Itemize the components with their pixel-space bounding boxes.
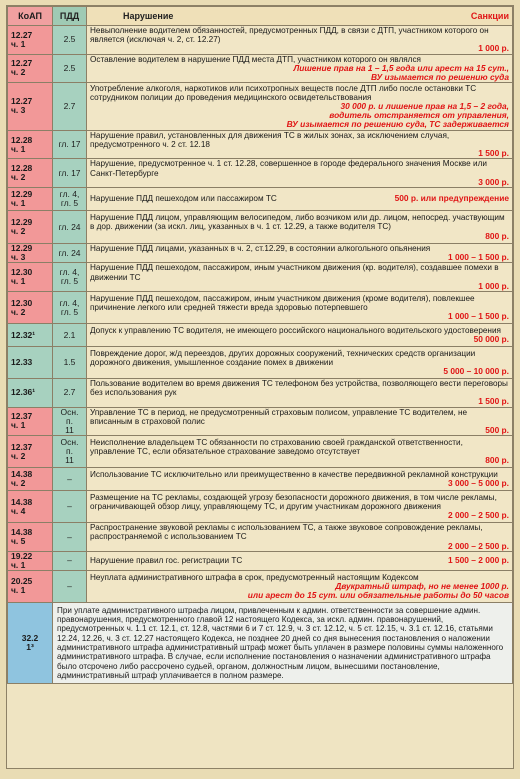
violation-cell: [87, 159, 513, 188]
header-sanction: Санкции: [470, 11, 509, 21]
koap-article: 12.29 ч. 2: [8, 211, 53, 244]
sanction-text: Лишение прав на 1 – 1,5 года или арест на 15 сут., ВУ изымается по решению суда: [293, 62, 509, 82]
koap-article: 12.30 ч. 1: [8, 263, 53, 292]
table-row: [8, 292, 513, 324]
violation-cell: [87, 379, 513, 408]
koap-article: 12.27 ч. 2: [8, 54, 53, 82]
pdd-reference: гл. 4, гл. 5: [53, 263, 87, 292]
penalty-table-page: [6, 5, 514, 769]
koap-article: 12.30 ч. 2: [8, 292, 53, 324]
sanction-text: 1 000 – 1 500 р.: [448, 252, 509, 263]
pdd-reference: –: [53, 570, 87, 602]
violation-text: Управление ТС в период, не предусмотренный страховым полисом, управление ТС водителем, не вписанным в страховой полис: [90, 407, 468, 426]
violation-cell: [87, 523, 513, 552]
pdd-reference: гл. 24: [53, 244, 87, 263]
koap-article: 19.22 ч. 1: [8, 551, 53, 570]
sanction-text: 500 р. или предупреждение: [394, 193, 509, 204]
violation-cell: [87, 468, 513, 491]
violation-text: Нарушение, предусмотренное ч. 1 ст. 12.28, совершенное в городе федерального значения Москве или Санкт-Петербурге: [90, 159, 487, 178]
table-row: [8, 551, 513, 570]
violation-text: Нарушение ПДД пешеходом, пассажиром, иным участником движения (кроме водителя), повлекшее причинение легкого или средней тяжести вреда здоровью потерпевшего: [90, 293, 475, 312]
violation-text: Нарушение правил, установленных для движения ТС в жилых зонах, за исключением случая, предусмотренного ч. 2 ст. 12.18: [90, 130, 450, 150]
pdd-reference: Осн. п. 11: [53, 436, 87, 468]
pdd-reference: 2.1: [53, 324, 87, 347]
table-row: [8, 188, 513, 211]
pdd-reference: 2.7: [53, 82, 87, 130]
violation-cell: [87, 324, 513, 347]
sanction-text: 5 000 – 10 000 р.: [443, 366, 509, 377]
violation-cell: [87, 244, 513, 263]
table-row: [8, 436, 513, 468]
koap-article: 20.25 ч. 1: [8, 570, 53, 602]
violation-text: Повреждение дорог, ж/д переездов, других дорожных сооружений, технических средств организации дорожного движения, умышленное создание помех в движении: [90, 348, 476, 367]
table-row: [8, 379, 513, 408]
violation-cell: [87, 54, 513, 82]
pdd-reference: гл. 4, гл. 5: [53, 292, 87, 324]
violation-text: Неисполнение владельцем ТС обязанности по страхованию своей гражданской ответственности, управление ТС, если обязательное страхование заведомо отсутствует: [90, 437, 463, 457]
koap-article: 12.27 ч. 3: [8, 82, 53, 130]
violation-cell: [87, 347, 513, 379]
table-body: [8, 26, 513, 684]
violation-text: Нарушение ПДД пешеходом, пассажиром, иным участником движения (кр. водителя), создавшее помехи в движении ТС: [90, 263, 499, 282]
pdd-reference: Осн. п. 11: [53, 407, 87, 436]
violation-text: Неуплата административного штрафа в срок, предусмотренный настоящим Кодексом: [90, 572, 419, 582]
footer-koap-article: 32.2 1³: [8, 602, 53, 683]
pdd-reference: гл. 17: [53, 159, 87, 188]
header-pdd: ПДД: [53, 7, 87, 26]
violation-text: Допуск к управлению ТС водителя, не имеющего российского национального водительского удостоверения: [90, 325, 501, 335]
koap-article: 12.32¹: [8, 324, 53, 347]
violation-cell: [87, 130, 513, 159]
violation-text: Невыполнение водителем обязанностей, предусмотренных ПДД, в связи с ДТП, участником которого он является (исключая ч. 2, ст. 12.27): [90, 26, 489, 45]
koap-article: 12.27 ч. 1: [8, 26, 53, 55]
violation-cell: [87, 570, 513, 602]
sanction-text: 1 000 р.: [478, 280, 509, 291]
pdd-reference: –: [53, 523, 87, 552]
table-row: [8, 82, 513, 130]
violation-cell: [87, 292, 513, 324]
violation-text: Употребление алкоголя, наркотиков или психотропных веществ после ДТП либо после остановки ТС сотрудником полиции до проведения медицинского освидетельствования: [90, 83, 477, 102]
violation-text: Распространение звуковой рекламы с использованием ТС, а также звуковое сопровождение рекламы, распространяемой с использованием ТС: [90, 523, 483, 542]
violation-cell: [87, 436, 513, 468]
sanction-text: 1 000 р.: [478, 43, 509, 54]
footer-note-row: [8, 602, 513, 683]
table-row: [8, 26, 513, 55]
table-row: [8, 130, 513, 159]
table-row: [8, 211, 513, 244]
violation-cell: [87, 211, 513, 244]
koap-article: 12.28 ч. 2: [8, 159, 53, 188]
table-row: [8, 523, 513, 552]
violation-text: Пользование водителем во время движения ТС телефоном без устройства, позволяющего вести переговоры без использования рук: [90, 379, 508, 398]
koap-article: 14.38 ч. 5: [8, 523, 53, 552]
table-header-row: [8, 7, 513, 26]
pdd-reference: 1.5: [53, 347, 87, 379]
sanction-text: 2 000 – 2 500 р.: [448, 540, 509, 551]
violation-text: Оставление водителем в нарушение ПДД места ДТП, участником которого он являлся: [90, 54, 421, 64]
table-row: [8, 407, 513, 436]
violation-text: Нарушение ПДД лицами, указанных в ч. 2, ст.12.29, в состоянии алкогольного опьянения: [90, 244, 431, 254]
header-violation: Нарушение: [123, 11, 174, 21]
violation-cell: [87, 407, 513, 436]
violation-cell: [87, 263, 513, 292]
pdd-reference: гл. 24: [53, 211, 87, 244]
koap-article: 14.38 ч. 2: [8, 468, 53, 491]
violation-text: Использование ТС исключительно или преимущественно в качестве передвижной рекламной конструкции: [90, 470, 498, 480]
table-row: [8, 347, 513, 379]
pdd-reference: 2.5: [53, 26, 87, 55]
sanction-text: 1 500 – 2 000 р.: [448, 555, 509, 566]
violation-text: Нарушение ПДД пешеходом или пассажиром ТС: [90, 194, 277, 204]
violation-text: Размещение на ТС рекламы, создающей угрозу безопасности дорожного движения, в том числе рекламы, ограничивающей обзор лицу, управляющему ТС, и другим участникам дорожного движения: [90, 492, 497, 512]
koap-article: 14.38 ч. 4: [8, 491, 53, 523]
table-row: [8, 468, 513, 491]
sanction-text: 800 р.: [485, 455, 509, 466]
koap-article: 12.29 ч. 1: [8, 188, 53, 211]
pdd-reference: гл. 4, гл. 5: [53, 188, 87, 211]
koap-article: 12.37 ч. 1: [8, 407, 53, 436]
header-koap: КоАП: [8, 7, 53, 26]
sanction-text: 800 р.: [485, 230, 509, 241]
sanction-text: 3 000 р.: [478, 176, 509, 187]
table-row: [8, 570, 513, 602]
header-violation-sanction: [87, 7, 513, 26]
koap-article: 12.29 ч. 3: [8, 244, 53, 263]
footer-note-text: При уплате административного штрафа лицом, привлеченным к админ. ответственности за совершение админ. правонарушения, предусмотренного главой 12 настоящего Кодекса, за искл. админ. правонарушений, предусмотренных ч. 1.1 ст. 12.1, ст. 12.8, частями 6 и 7 ст. 12.9, ч. 3 ст. 12.12, ч. 5 ст. 12.15, ч. 3.1 ст. 12.16, статьями 12.24, 12.26, ч. 3 ст. 12.27 настоящего Кодекса, не позднее 20 дней со дня вынесения постановления о наложении административного штрафа административный штраф может быть уплачен в размере половины суммы наложенного административного штрафа. В случае, если исполнение постановления о назначении административного штрафа было отсрочено либо рассрочено судьей, органом, должностным лицом, вынесшими постановление, административный штраф уплачивается в полном размере.: [53, 602, 513, 683]
table-row: [8, 54, 513, 82]
sanction-text: 3 000 – 5 000 р.: [448, 478, 509, 489]
koap-article: 12.36¹: [8, 379, 53, 408]
table-row: [8, 244, 513, 263]
sanction-text: 1 500 р.: [478, 148, 509, 159]
sanction-text: 2 000 – 2 500 р.: [448, 510, 509, 521]
pdd-reference: 2.5: [53, 54, 87, 82]
pdd-reference: –: [53, 551, 87, 570]
violation-text: Нарушение ПДД лицом, управляющим велосипедом, либо возчиком или др. лицом, непосред. участвующим в дор. движении (за искл. лиц, указанных в ч. 1 ст. 12.29, а также водителя ТС): [90, 213, 505, 232]
sanction-text: Двукратный штраф, но не менее 1000 р. или арест до 15 сут. или обязательные работы до 50 часов: [247, 580, 509, 600]
sanction-text: 1 000 – 1 500 р.: [448, 311, 509, 322]
sanction-text: 500 р.: [485, 425, 509, 436]
table-row: [8, 324, 513, 347]
violation-cell: [87, 188, 513, 211]
violation-cell: [87, 551, 513, 570]
sanction-text: 30 000 р. и лишение прав на 1,5 – 2 года, водитель отстраняется от управления, ВУ изымается по решению суда, ТС задерживается: [286, 101, 509, 130]
pdd-reference: гл. 17: [53, 130, 87, 159]
violation-cell: [87, 491, 513, 523]
pdd-reference: –: [53, 468, 87, 491]
violation-cell: [87, 26, 513, 55]
sanction-text: 1 500 р.: [478, 396, 509, 407]
violation-cell: [87, 82, 513, 130]
koap-article: 12.28 ч. 1: [8, 130, 53, 159]
table-row: [8, 263, 513, 292]
table-row: [8, 491, 513, 523]
koap-article: 12.37 ч. 2: [8, 436, 53, 468]
pdd-reference: –: [53, 491, 87, 523]
koap-article: 12.33: [8, 347, 53, 379]
sanction-text: 50 000 р.: [473, 334, 509, 345]
pdd-reference: 2.7: [53, 379, 87, 408]
penalty-table: [7, 6, 513, 684]
violation-text: Нарушение правил гос. регистрации ТС: [90, 556, 243, 566]
table-row: [8, 159, 513, 188]
